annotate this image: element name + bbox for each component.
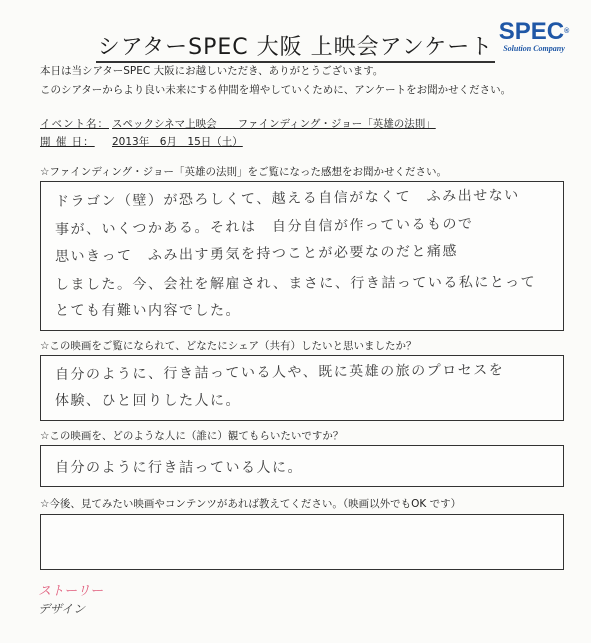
answer-3-line-1: 自分のように行き詰っている人に。 [55,460,303,476]
answer-1-line-4: しました。今、会社を解雇され、まさに、行き詰っている私にとって [54,274,537,293]
story-logo-text: ストーリー [38,584,104,599]
spec-logo [494,20,574,53]
event-date-label: 開 催 日： [40,136,95,148]
answer-box-3[interactable] [40,445,564,487]
answer-2-line-2: 体験、ひと回りした人に。 [55,393,241,409]
answer-1-line-3: 思いきって ふみ出す勇気を持つことが必要なのだと痛感 [54,243,459,265]
answer-box-4[interactable] [40,514,564,570]
logo-wordmark: SPEC [498,18,565,45]
question-3: ☆この映画を、どのような人に（誰に）観てもらいたいですか？ [40,430,344,442]
intro-line-2: このシアターからより良い未来にする仲間を増やしていくために、アンケートをお聞かせください。 [40,84,512,96]
event-date-value: 2013年 6月 15日（土） [112,136,243,148]
answer-1-line-1: ドラゴン（壁）が恐ろしくて、越える自信がなくて ふみ出せない [54,187,520,210]
intro-text [40,62,511,100]
question-4: ☆今後、見てみたい映画やコンテンツがあれば教えてください。（映画以外でもOK です） [40,498,462,510]
answer-2-line-1: 自分のように、行き詰っている人や、既に英雄の旅のプロセスを [54,362,505,383]
event-date-row [40,133,436,151]
logo-tagline: Solution Company [503,44,565,53]
registered-mark: ® [564,28,570,35]
answer-1-line-2: 事が、いくつかある。それは 自分自信が作っているもので [54,216,474,238]
answer-1-line-5: とても有難い内容でした。 [55,303,241,319]
page-title: シアターSPEC 大阪 上映会アンケート [0,30,591,61]
event-name-row [40,115,436,133]
question-1: ☆ファインディング・ジョー「英雄の法則」をご覧になった感想をお聞かせください。 [40,166,447,178]
question-2: ☆この映画をご覧になられて、どなたにシェア（共有）したいと思いましたか？ [40,340,417,352]
design-logo-text: デザイン [38,602,86,616]
event-name-value: スペックシネマ上映会 ファインディング・ジョー「英雄の法則」 [112,118,436,130]
answer-box-2[interactable] [40,355,564,421]
intro-line-1: 本日は当シアターSPEC 大阪にお越しいただき、ありがとうございます。 [40,65,384,77]
event-name-label: イベント名： [40,118,109,130]
event-info [40,115,436,151]
answer-box-1[interactable] [40,181,564,331]
